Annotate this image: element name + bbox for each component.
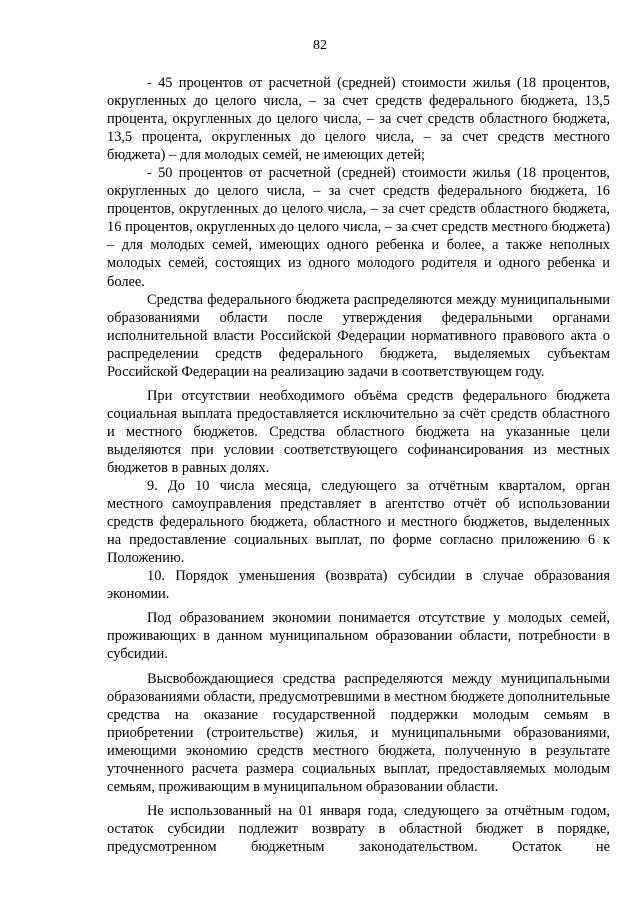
paragraph-item-10-reduction: 10. Порядок уменьшения (возврата) субсидии в случае образования экономии. [107,568,610,603]
paragraph-subsidy-50-percent: - 50 процентов от расчетной (средней) стоимости жилья (18 процентов, округленных до целого числа, – за счет средств федерального бюджета, 16 процентов, округленных до целого числа, – за счет средств областного бюджета, 16 процентов, округленных до целого числа, – за счет средств местного бюджета) – для молодых семей, имеющих одного ребенка и более, а также неполных молодых семей, состоящих из одного молодого родителя и одного ребенка и более. [107,165,610,290]
paragraph-unused-balance: Не использованный на 01 января года, следующего за отчётным годом, остаток субсидии подлежит возврату в областной бюджет в порядке, предусмотренном бюджетным законодательством. Остаток не [107,802,610,855]
paragraph-released-funds: Высвобождающиеся средства распределяются между муниципальными образованиями области, предусмотревшими в местном бюджете дополнительные средства на оказание государственной поддержки молодым семьям в приобретении (строительстве) жилья, и муниципальными образованиями, имеющими экономию средств местного бюджета, полученную в результате уточненного расчета размера социальных выплат, предоставляемых молодым семьям, проживающим в муниципальном образовании области. [107,670,610,795]
paragraph-item-9-report: 9. До 10 числа месяца, следующего за отчётным кварталом, орган местного самоуправления представляет в агентство отчёт об использовании средств федерального бюджета, областного и местного бюджетов, выделенных на предоставление социальных выплат, по форме согласно приложению 6 к Положению. [107,478,610,567]
paragraph-subsidy-45-percent: - 45 процентов от расчетной (средней) стоимости жилья (18 процентов, округленных до целого числа, – за счет средств федерального бюджета, 13,5 процента, округленных до целого числа, – за счет средств областного бюджета, 13,5 процента, округленных до целого числа, – за счет средств местного бюджета) – для молодых семей, не имеющих детей; [107,75,610,164]
paragraph-federal-funds-distribution: Средства федерального бюджета распределяются между муниципальными образованиями области после утверждения федеральными органами исполнительной власти Российской Федерации нормативного правового акта о распределении средств федерального бюджета, выделяемых субъектам Российской Федерации на реализацию задачи в соответствующем году. [107,291,610,380]
document-body [107,74,610,856]
paragraph-absence-of-federal-funds: При отсутствии необходимого объёма средств федерального бюджета социальная выплата предоставляется исключительно за счёт средств областного и местного бюджетов. Средства областного бюджета на указанные цели выделяются при условии соответствующего софинансирования из местных бюджетов в равных долях. [107,387,610,476]
paragraph-savings-definition: Под образованием экономии понимается отсутствие у молодых семей, проживающих в данном муниципальном образовании области, потребности в субсидии. [107,610,610,663]
page-number: 82 [313,38,327,53]
